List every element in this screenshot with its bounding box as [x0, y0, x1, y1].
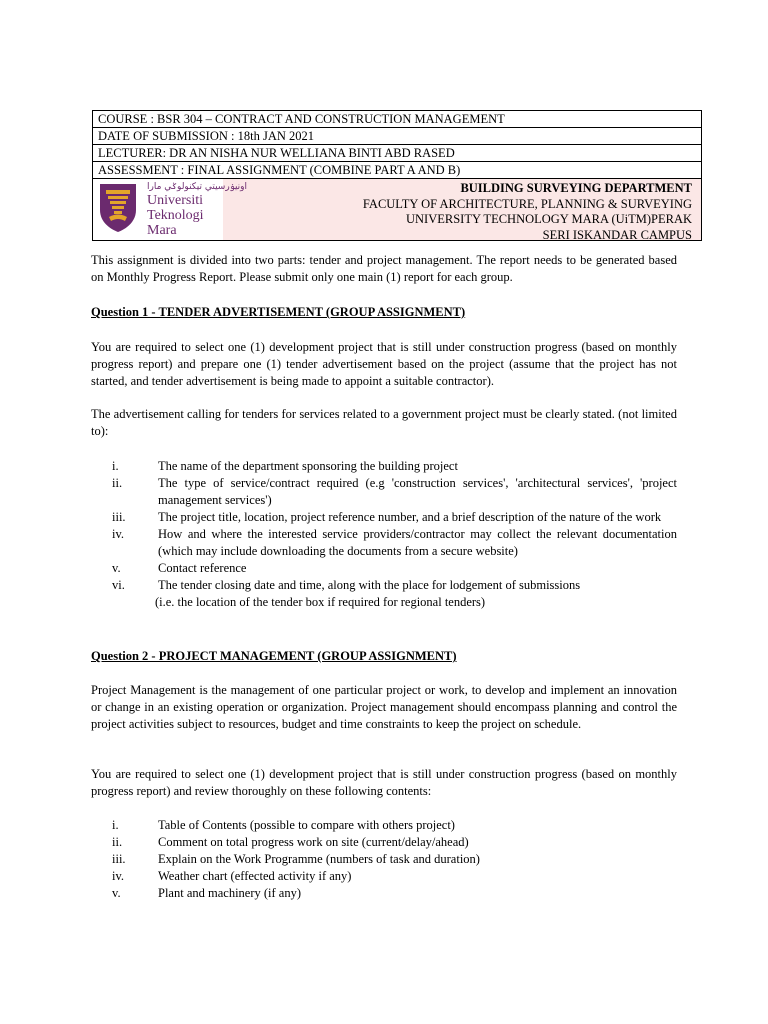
q1-paragraph-1: You are required to select one (1) development project that is still under construction progress (based on monthly progress report) and prepare one (1) tender advertisement based on the project (assume that the project has not started, and tender advertisement is being made to appoint a suitable contractor).	[91, 340, 677, 388]
q2-review-list	[91, 817, 677, 902]
question-1-heading: Question 1 - TENDER ADVERTISEMENT (GROUP ASSIGNMENT)	[91, 305, 466, 319]
list-text: Plant and machinery (if any)	[158, 886, 302, 900]
list-text: The tender closing date and time, along with the place for lodgement of submissions	[158, 578, 581, 592]
list-item	[91, 475, 677, 509]
list-text: The type of service/contract required (e.g 'construction services', 'architectural services', 'project management services')	[158, 476, 677, 507]
list-item	[91, 577, 677, 594]
uitm-logo	[93, 179, 248, 240]
list-item	[91, 885, 677, 902]
list-item	[91, 526, 677, 560]
department-name: BUILDING SURVEYING DEPARTMENT	[460, 181, 692, 195]
intro-paragraph: This assignment is divided into two parts: tender and project management. The report needs to be generated based on Monthly Progress Report. Please submit only one main (1) report for each group.	[91, 253, 677, 284]
list-text: The name of the department sponsoring the building project	[158, 459, 458, 473]
uitm-wordmark-3: Mara	[147, 223, 177, 238]
uitm-wordmark-1: Universiti	[147, 193, 203, 208]
q1-requirements-list	[91, 458, 677, 611]
university-banner	[93, 179, 701, 241]
list-item	[91, 868, 677, 885]
list-number: i.	[112, 459, 119, 473]
list-number: iii.	[112, 510, 126, 524]
list-item	[91, 560, 677, 577]
lecturer-row: LECTURER: DR AN NISHA NUR WELLIANA BINTI ABD RASED	[93, 145, 701, 162]
q2-paragraph-2: You are required to select one (1) development project that is still under construction progress (based on monthly progress report) and review thoroughly on these following contents:	[91, 767, 677, 798]
list-item	[91, 851, 677, 868]
list-item-continuation: (i.e. the location of the tender box if required for regional tenders)	[155, 595, 486, 609]
uitm-wordmark-2: Teknologi	[147, 208, 204, 223]
list-number: v.	[112, 886, 121, 900]
list-text: Table of Contents (possible to compare with others project)	[158, 818, 455, 832]
list-number: iii.	[112, 852, 126, 866]
q1-paragraph-2: The advertisement calling for tenders for services related to a government project must be clearly stated. (not limited to):	[91, 407, 677, 438]
list-item	[91, 817, 677, 834]
list-number: vi.	[112, 578, 125, 592]
list-number: ii.	[112, 476, 123, 490]
list-item	[91, 834, 677, 851]
uitm-jawi-text: اونيۏرسيتي تيكنولوݢي مارا	[147, 182, 248, 192]
list-text: Weather chart (effected activity if any)	[158, 869, 352, 883]
list-item	[91, 458, 677, 475]
list-item	[91, 509, 677, 526]
list-number: i.	[112, 818, 119, 832]
list-number: ii.	[112, 835, 123, 849]
list-text: Contact reference	[158, 561, 247, 575]
university-name: UNIVERSITY TECHNOLOGY MARA (UiTM)PERAK	[406, 212, 692, 226]
list-text: Explain on the Work Programme (numbers of task and duration)	[158, 852, 480, 866]
question-2-heading: Question 2 - PROJECT MANAGEMENT (GROUP ASSIGNMENT)	[91, 649, 457, 663]
department-block	[223, 179, 701, 240]
campus-name: SERI ISKANDAR CAMPUS	[542, 227, 692, 242]
list-number: iv.	[112, 869, 125, 883]
list-number: iv.	[112, 527, 125, 541]
list-text: Comment on total progress work on site (current/delay/ahead)	[158, 835, 469, 849]
course-info-table	[92, 110, 702, 241]
uitm-crest-icon	[98, 182, 138, 234]
list-text: The project title, location, project reference number, and a brief description of the nature of the work	[158, 510, 662, 524]
submission-date-row: DATE OF SUBMISSION : 18th JAN 2021	[93, 128, 701, 145]
list-number: v.	[112, 561, 121, 575]
list-text: How and where the interested service providers/contractor may collect the relevant documentation (which may include downloading the documents from a secure website)	[158, 527, 677, 558]
course-row: COURSE : BSR 304 – CONTRACT AND CONSTRUCTION MANAGEMENT	[93, 111, 701, 128]
assessment-row: ASSESSMENT : FINAL ASSIGNMENT (COMBINE PART A AND B)	[93, 162, 701, 179]
faculty-name: FACULTY OF ARCHITECTURE, PLANNING & SURVEYING	[362, 196, 692, 211]
q2-paragraph-1: Project Management is the management of one particular project or work, to develop and implement an innovation or change in an existing operation or organization. Project management should encompass planning and control the project activities subject to resources, budget and time constraints to keep the project on schedule.	[91, 683, 677, 731]
